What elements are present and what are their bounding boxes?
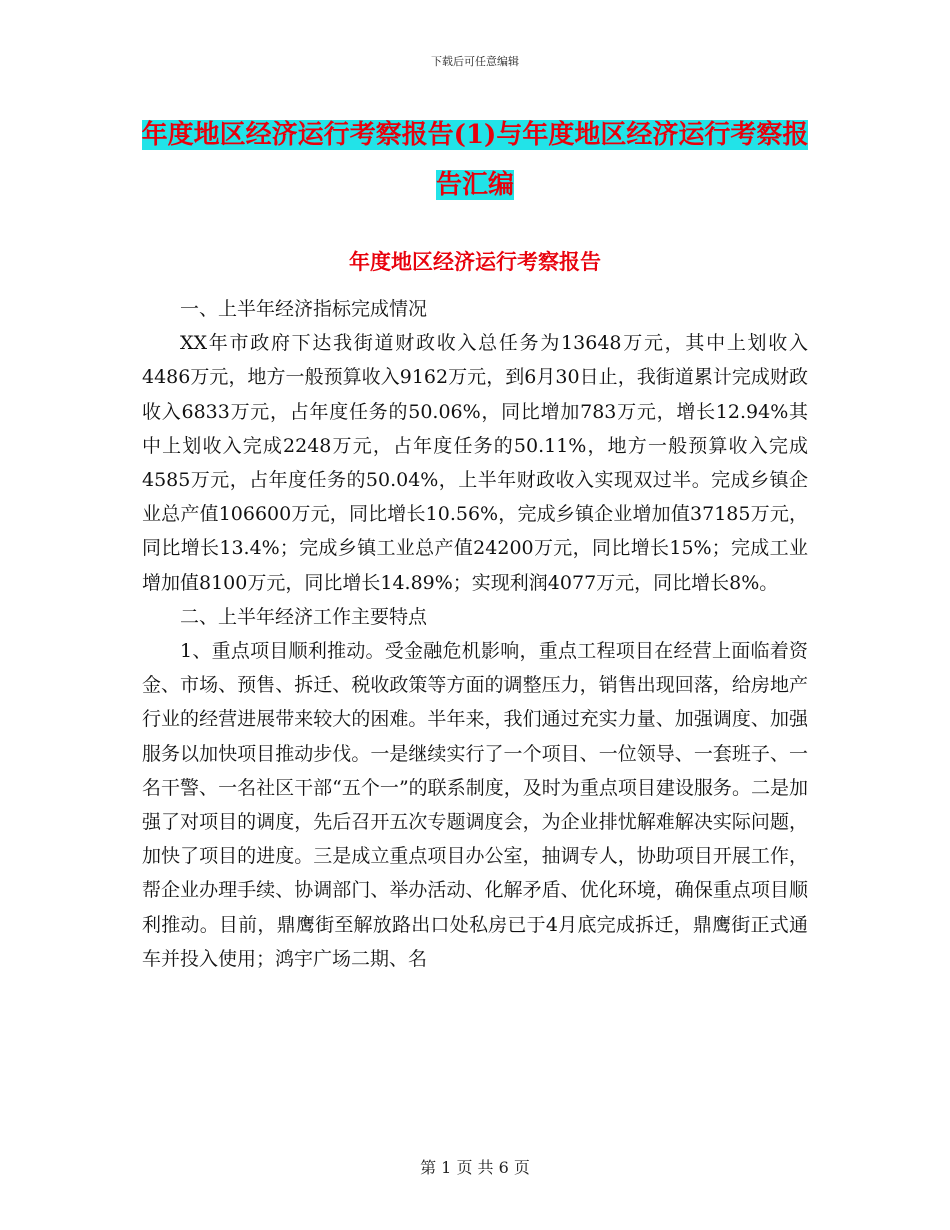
paragraph: 一、上半年经济指标完成情况 bbox=[180, 298, 428, 320]
paragraph: 二、上半年经济工作主要特点 bbox=[180, 605, 428, 628]
document-title-text: 年度地区经济运行考察报告(1)与年度地区经济运行考察报告汇编 bbox=[141, 120, 809, 200]
paragraph: 1、重点项目顺利推动。受金融危机影响，重点工程项目在经营上面临着资金、市场、预售、拆迁、税收政策等方面的调整压力，销售出现回落，给房地产行业的经营进展带来较大的困难。半年来，我们通过充实力量、加强调度、加强服务以加快项目推动步伐。一是继续实行了一个项目、一位领导、一套班子、一名干警、一名社区干部“五个一”的联系制度，及时为重点项目建设服务。二是加强了对项目的调度，先后召开五次专题调度会，为企业排忧解难解决实际问题，加快了项目的进度。三是成立重点项目办公室，抽调专人，协助项目开展工作，帮企业办理手续、协调部门、举办活动、化解矛盾、优化环境，确保重点项目顺利推动。目前，鼎鹰街至解放路出口处私房已于4月底完成拆迁，鼎鹰街正式通车并投入使用；鸿宇广场二期、名 bbox=[142, 640, 808, 970]
page-header: 下载后可任意编辑 bbox=[431, 55, 519, 68]
page-footer: 第 1 页 共 6 页 bbox=[420, 1158, 530, 1177]
section-title: 年度地区经济运行考察报告 bbox=[349, 249, 601, 274]
document-title bbox=[140, 110, 810, 210]
document-body bbox=[142, 292, 808, 976]
paragraph: XX年市政府下达我街道财政收入总任务为13648万元，其中上划收入4486万元，地方一般预算收入9162万元，到6月30日止，我街道累计完成财政收入6833万元，占年度任务的50.06%，同比增加783万元，增长12.94%其中上划收入完成2248万元，占年度任务的50.11%，地方一般预算收入完成4585万元，占年度任务的50.04%，上半年财政收入实现双过半。完成乡镇企业总产值106600万元，同比增长10.56%，完成乡镇企业增加值37185万元，同比增长13.4%；完成乡镇工业总产值24200万元，同比增长15%；完成工业增加值8100万元，同比增长14.89%；实现利润4077万元，同比增长8%。 bbox=[142, 332, 808, 594]
